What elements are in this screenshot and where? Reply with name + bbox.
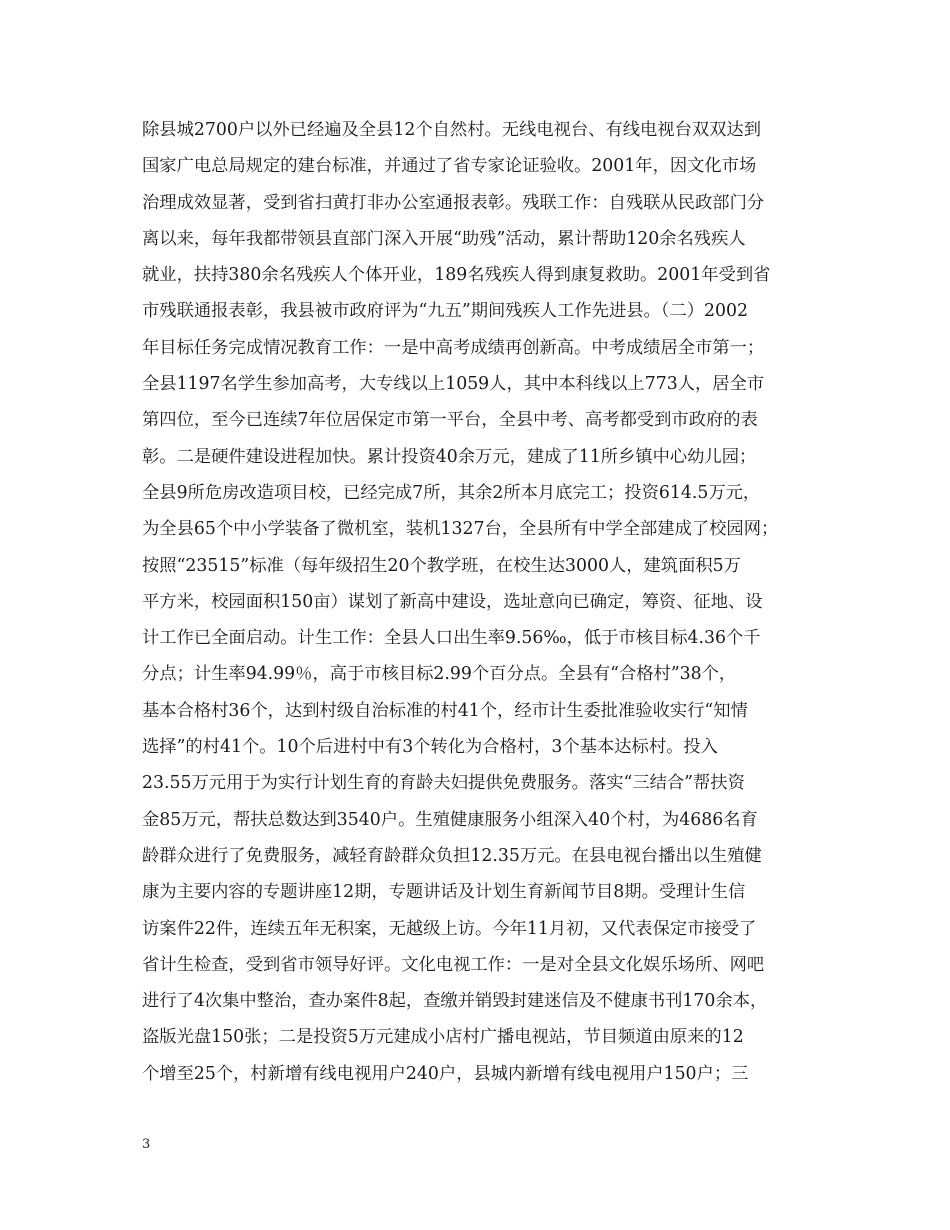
- text-line: 市残联通报表彰，我县被市政府评为“九五”期间残疾人工作先进县。（二）2002: [142, 301, 749, 322]
- body-text: [142, 112, 822, 1092]
- text-line: 平方米，校园面积150亩）谋划了新高中建设，选址意向已确定，筹资、征地、设: [142, 591, 763, 612]
- text-line: 个增至25个，村新增有线电视用户240户，县城内新增有线电视用户150户；三: [142, 1063, 749, 1084]
- text-line: 全县9所危房改造项目校，已经完成7所，其余2所本月底完工；投资614.5万元，: [142, 482, 761, 503]
- text-line: 为全县65个中小学装备了微机室，装机1327台，全县所有中学全部建成了校园网；: [142, 519, 779, 540]
- text-line: 选择”的村41个。10个后进村中有3个转化为合格村，3个基本达标村。投入: [142, 737, 718, 758]
- text-line: 23.55万元用于为实行计划生育的育龄夫妇提供免费服务。落实“三结合”帮扶资: [142, 773, 745, 794]
- text-line: 除县城2700户以外已经遍及全县12个自然村。无线电视台、有线电视台双双达到: [142, 120, 761, 140]
- text-line: 全县1197名学生参加高考，大专线以上1059人，其中本科线以上773人，居全市: [142, 374, 765, 395]
- text-line: 省计生检查，受到省市领导好评。文化电视工作：一是对全县文化娱乐场所、网吧: [142, 954, 765, 975]
- text-line: 基本合格村36个，达到村级自治标准的村41个，经市计生委批准验收实行“知情: [142, 700, 748, 721]
- text-line: 离以来，每年我都带领县直部门深入开展“助残”活动，累计帮助120余名残疾人: [142, 228, 746, 249]
- text-line: 访案件22件，连续五年无积案，无越级上访。今年11月初，又代表保定市接受了: [142, 918, 757, 939]
- text-line: 国家广电总局规定的建台标准，并通过了省专家论证验收。2001年，因文化市场: [142, 156, 757, 177]
- page-number: 3: [142, 1137, 151, 1152]
- text-line: 年目标任务完成情况教育工作：一是中高考成绩再创新高。中考成绩居全市第一；: [142, 337, 765, 358]
- text-line: 彰。二是硬件建设进程加快。累计投资40余万元，建成了11所乡镇中心幼儿园；: [142, 446, 757, 467]
- text-line: 第四位，至今已连续7年位居保定市第一平台，全县中考、高考都受到市政府的表: [142, 410, 758, 431]
- text-line: 康为主要内容的专题讲座12期，专题讲话及计划生育新闻节目8期。受理计生信: [142, 882, 746, 903]
- text-line: 治理成效显著，受到省扫黄打非办公室通报表彰。残联工作：自残联从民政部门分: [142, 192, 765, 213]
- text-line: 按照“23515”标准（每年级招生20个教学班，在校生达3000人，建筑面积5万: [142, 555, 741, 576]
- text-line: 盗版光盘150张；二是投资5万元建成小店村广播电视站，节目频道由原来的12: [142, 1027, 744, 1048]
- text-line: 进行了4次集中整治，查办案件8起，查缴并销毁封建迷信及不健康书刊170余本，: [142, 991, 768, 1012]
- text-line: 金85万元，帮扶总数达到3540户。生殖健康服务小组深入40个村，为4686名育: [142, 809, 758, 830]
- text-line: 龄群众进行了免费服务，减轻育龄群众负担12.35万元。在县电视台播出以生殖健: [142, 845, 762, 866]
- text-line: 就业，扶持380余名残疾人个体开业，189名残疾人得到康复救助。2001年受到省: [142, 265, 771, 286]
- text-line: 计工作已全面启动。计生工作：全县人口出生率9.56‰，低于市核目标4.36个千: [142, 628, 761, 649]
- text-line: 分点；计生率94.99％，高于市核目标2.99个百分点。全县有“合格村”38个，: [142, 664, 737, 685]
